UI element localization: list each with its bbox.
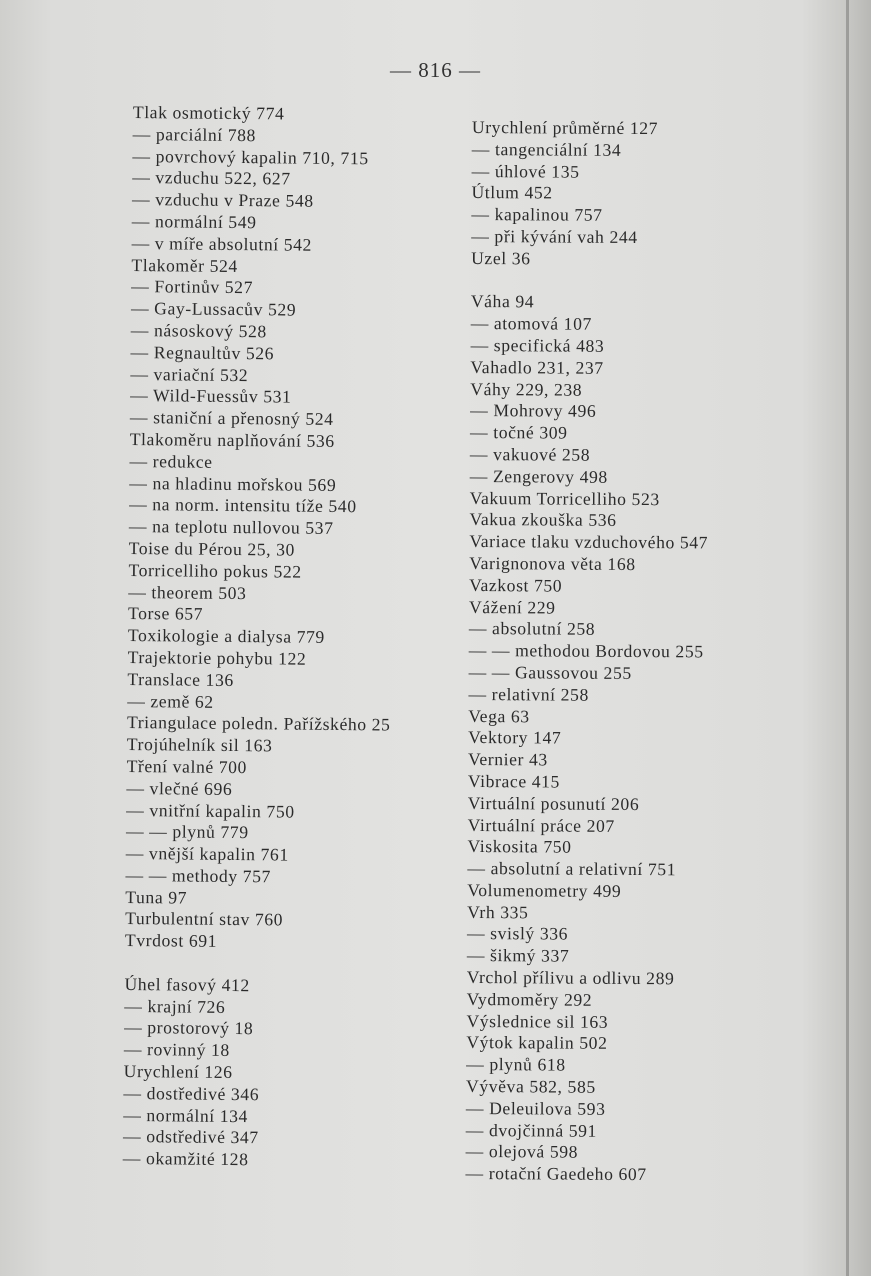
index-entry: — úhlové 135 [471,160,580,182]
section-gap [471,270,710,293]
index-entry: — — plynů 779 [125,821,249,843]
index-entry: Vibrace 415 [467,770,561,792]
index-entry: Tuna 97 [125,886,188,908]
index-entry: Translace 136 [127,668,234,690]
index-entry: — theorem 503 [128,581,247,603]
index-entry: — — Gaussovou 255 [468,661,632,683]
index-entry: Tlakoměr 524 [131,254,238,276]
index-entry: — Deleuilova 593 [465,1097,606,1119]
index-entry: Výslednice sil 163 [466,1010,609,1032]
index-entry: — vzduchu v Praze 548 [131,189,314,211]
index-entry: — vnější kapalin 761 [125,843,289,865]
index-entry: — parciální 788 [132,123,257,145]
index-entry: Vrh 335 [467,901,529,923]
index-entry: Torricelliho pokus 522 [128,559,302,582]
index-entry: Toxikologie a dialysa 779 [127,625,325,647]
index-entry: Vahadlo 231, 237 [470,356,604,378]
index-entry: — normální 549 [131,210,257,233]
index-entry: Urychlení 126 [123,1061,233,1083]
index-entry: — atomová 107 [470,313,592,334]
index-entry: — dostředivé 346 [123,1082,260,1105]
index-entry: — svislý 336 [466,923,569,945]
index-entry: Vrchol přílivu a odlivu 289 [466,967,675,989]
index-entry: — odstředivé 347 [122,1126,259,1148]
section-gap [125,952,389,976]
index-entry: — absolutní a relativní 751 [467,858,677,880]
index-entry: Urychlení průměrné 127 [471,117,659,139]
index-entry: Vývěva 582, 585 [466,1076,596,1097]
index-entry: — rotační Gaedeho 607 [465,1163,647,1185]
index-entry: Trajektorie pohybu 122 [127,646,307,669]
index-entry: Virtuální posunutí 206 [467,792,640,814]
index-entry: Variace tlaku vzduchového 547 [469,531,709,553]
index-entry: — dvojčinná 591 [465,1119,598,1141]
index-entry: — točné 309 [470,422,568,443]
index-entry: — vlečné 696 [126,777,233,799]
index-entry: — vakuové 258 [469,443,591,465]
index-entry: Volumenometry 499 [467,879,622,901]
index-entry: Vydmoměry 292 [466,988,593,1010]
index-entry: — Fortinův 527 [131,276,254,298]
index-entry: Varignonova věta 168 [469,552,636,574]
index-entry: — kapalinou 757 [471,204,603,225]
index-entry: — olejová 598 [465,1141,579,1163]
index-entry: Triangulace poledn. Pařížského 25 [126,712,391,735]
index-entry: — prostorový 18 [124,1017,254,1039]
index-entry: — vnitřní kapalin 750 [126,799,295,822]
index-entry: Vážení 229 [468,596,556,618]
index-entry: — variační 532 [130,363,249,385]
index-entry: — Wild-Fuessův 531 [130,385,292,407]
index-entry: Virtuální práce 207 [467,814,615,836]
index-entry: — země 62 [127,690,214,712]
index-entry: — násoskový 528 [130,319,267,342]
index-entry: — povrchový kapalin 710, 715 [132,145,369,168]
index-entry: — šikmý 337 [466,945,570,966]
index-entry: — na hladinu mořskou 569 [129,472,337,495]
index-entry: Útlum 452 [471,182,553,203]
index-entry: — staniční a přenosný 524 [129,407,334,430]
index-entry: — Mohrovy 496 [470,400,597,422]
index-entry: — Regnaultův 526 [130,341,275,364]
index-entry: Váha 94 [470,291,535,312]
index-entry: — specifická 483 [470,334,605,356]
index-entry: — krajní 726 [124,995,226,1017]
index-entry: Výtok kapalin 502 [466,1032,608,1054]
index-entry: — rovinný 18 [123,1039,230,1061]
index-entry: Váhy 229, 238 [470,378,583,400]
index-entry: Torse 657 [127,603,204,625]
index-entry: Tvrdost 691 [124,930,218,952]
index-entry: Tlakoměru naplňování 536 [129,428,335,451]
index-entry: Vakua zkouška 536 [469,509,617,531]
index-entry: — okamžité 128 [122,1148,249,1170]
index-entry: — Gay-Lussacův 529 [130,298,297,320]
index-entry: — relativní 258 [468,683,589,705]
index-entry: — na teplotu nullovou 537 [128,516,334,539]
index-entry: Vernier 43 [468,749,548,770]
index-entry: — normální 134 [123,1104,249,1126]
index-entry: Turbulentní stav 760 [125,908,284,930]
index-entry: Tlak osmotický 774 [132,102,285,124]
index-entry: Vektory 147 [468,727,562,748]
page-number: — 816 — [390,58,481,82]
index-entry: — plynů 618 [466,1054,566,1075]
index-column-left [123,102,397,1173]
index-entry: Toise du Pérou 25, 30 [128,537,296,560]
index-entry: — tangenciální 134 [471,138,622,160]
index-entry: Tření valné 700 [126,755,248,778]
index-entry: — v míře absolutní 542 [131,232,313,255]
index-entry: — na norm. intensitu tíže 540 [129,494,357,517]
index-entry: — vzduchu 522, 627 [132,167,291,189]
index-column-right [465,117,710,1186]
index-entry: Trojúhelník sil 163 [126,734,273,756]
index-entry: — — methody 757 [125,864,272,887]
index-entry: Vazkost 750 [469,574,563,596]
index-entry: — redukce [129,450,213,472]
index-entry: Viskosita 750 [467,836,572,857]
index-entry: Vega 63 [468,705,530,726]
index-entry: — Zengerovy 498 [469,465,608,487]
index-entry: — absolutní 258 [468,618,596,640]
index-entry: Uzel 36 [471,247,531,269]
index-entry: — při kývání vah 244 [471,225,638,247]
index-entry: — — methodou Bordovou 255 [468,640,704,662]
index-entry: Vakuum Torricelliho 523 [469,487,660,509]
index-entry: Úhel fasový 412 [124,973,250,996]
